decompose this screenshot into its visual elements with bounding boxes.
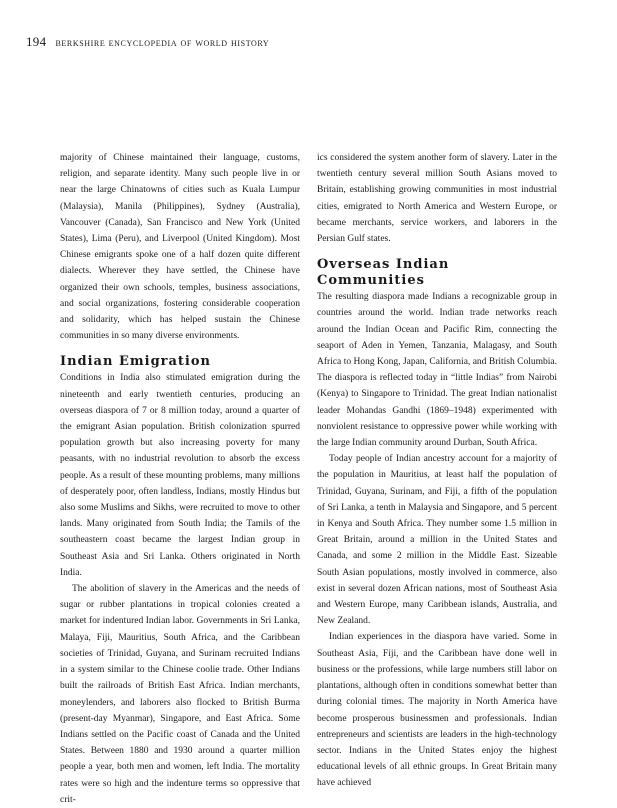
running-head xyxy=(26,34,269,50)
paragraph: The abolition of slavery in the Americas and the needs of sugar or rubber plantations in tropical colonies created a market for indentured Indian labor. Governments in Sri Lanka, Malaya, Fiji, Mauritius, South Africa, and the Caribbean societies of Trinidad, Guyana, and Surinam recruited Indians in a system similar to the Chinese coolie trade. Other Indians built the railroads of British East Africa. Indian merchants, moneylenders, and laborers also flocked to British Burma (present-day Myanmar), Singapore, and East Africa. Some Indians settled on the Pacific coast of Canada and the United States. Between 1880 and 1930 around a quarter million people a year, both men and women, left India. The mortality rates were so high and the indenture terms so oppressive that crit- xyxy=(60,584,300,805)
section-heading: Indian Emigration xyxy=(60,354,211,370)
paragraph: Indian experiences in the diaspora have varied. Some in Southeast Asia, Fiji, and the Caribbean have done well in business or the professions, while large numbers still labor on plantations, although often in conditions somewhat better than during colonial times. The majority in North America have become prosperous businessmen and professionals. Indian entrepreneurs and scientists are leaders in the high-technology sector. Indians in the United States enjoy the highest educational levels of all ethnic groups. In Great Britain many have achieved xyxy=(317,632,557,789)
paragraph: ics considered the system another form of slavery. Later in the twentieth century several million South Asians moved to Britain, establishing growing communities in most industrial cities, emigrated to North America and Western Europe, or became merchants, service workers, and laborers in the Persian Gulf states. xyxy=(317,153,557,245)
paragraph: The resulting diaspora made Indians a recognizable group in countries around the world. Indian trade networks reach around the Indian Ocean and Pacific Rim, connecting the seaport of Aden in Yemen, Tanzania, Malagasy, and South Africa to Hong Kong, Japan, California, and British Columbia. The diaspora is reflected today in “little Indias” from Nairobi (Kenya) to Singapore to Trinidad. The great Indian nationalist leader Mohandas Gandhi (1869–1948) experimented with nonviolent resistance to oppressive power while working with the large Indian community around Durban, South Africa. xyxy=(317,292,557,449)
section-heading: Overseas Indian Communities xyxy=(317,257,450,289)
paragraph: Conditions in India also stimulated emigration during the nineteenth and early twentieth centuries, producing an overseas diaspora of 7 or 8 million today, around a quarter of the emigrant Asian population. British colonization spurred population growth but also increasing poverty for many peasants, with no industrial revolution to absorb the excess people. As a result of these mounting problems, many millions of desperately poor, often landless, Indians, mostly Hindus but also some Muslims and Sikhs, were recruited to move to other lands. Many originated from South India; the Tamils of the southeastern coast became the largest Indian group in Southeast Asia and Sri Lanka. Others originated in North India. xyxy=(60,373,300,578)
running-title: berkshire encyclopedia of world history xyxy=(55,37,270,49)
left-column xyxy=(60,150,300,808)
paragraph: majority of Chinese maintained their language, customs, religion, and separate identity. Many such people live in or near the large Chinatowns of cities such as Kuala Lumpur (Malaysia), Manila (Philippines), Sydney (Australia), Vancouver (Canada), San Francisco and New York (United States), Lima (Peru), and Liverpool (United Kingdom). Most Chinese emigrants spoke one of a half dozen quite different dialects. Wherever they have settled, the Chinese have organized their own schools, temples, business associations, and social organizations, fostering considerable cooperation and solidarity, which has helped sustain the Chinese communities in so many diverse environments. xyxy=(60,153,300,342)
right-column xyxy=(317,150,557,792)
page-number: 194 xyxy=(26,34,47,49)
paragraph: Today people of Indian ancestry account for a majority of the population in Mauritius, at least half the population of Trinidad, Guyana, Surinam, and Fiji, a fifth of the population of Sri Lanka, a tenth in Malaysia and Singapore, and 5 percent in Kenya and South Africa. They number some 1.5 million in Great Britain, around a million in the United States and Canada, and some 2 million in the Middle East. Sizeable South Asian populations, mostly involved in commerce, also exist in several dozen African nations, most of Southeast Asia and Western Europe, many Caribbean islands, Australia, and New Zealand. xyxy=(317,454,557,627)
